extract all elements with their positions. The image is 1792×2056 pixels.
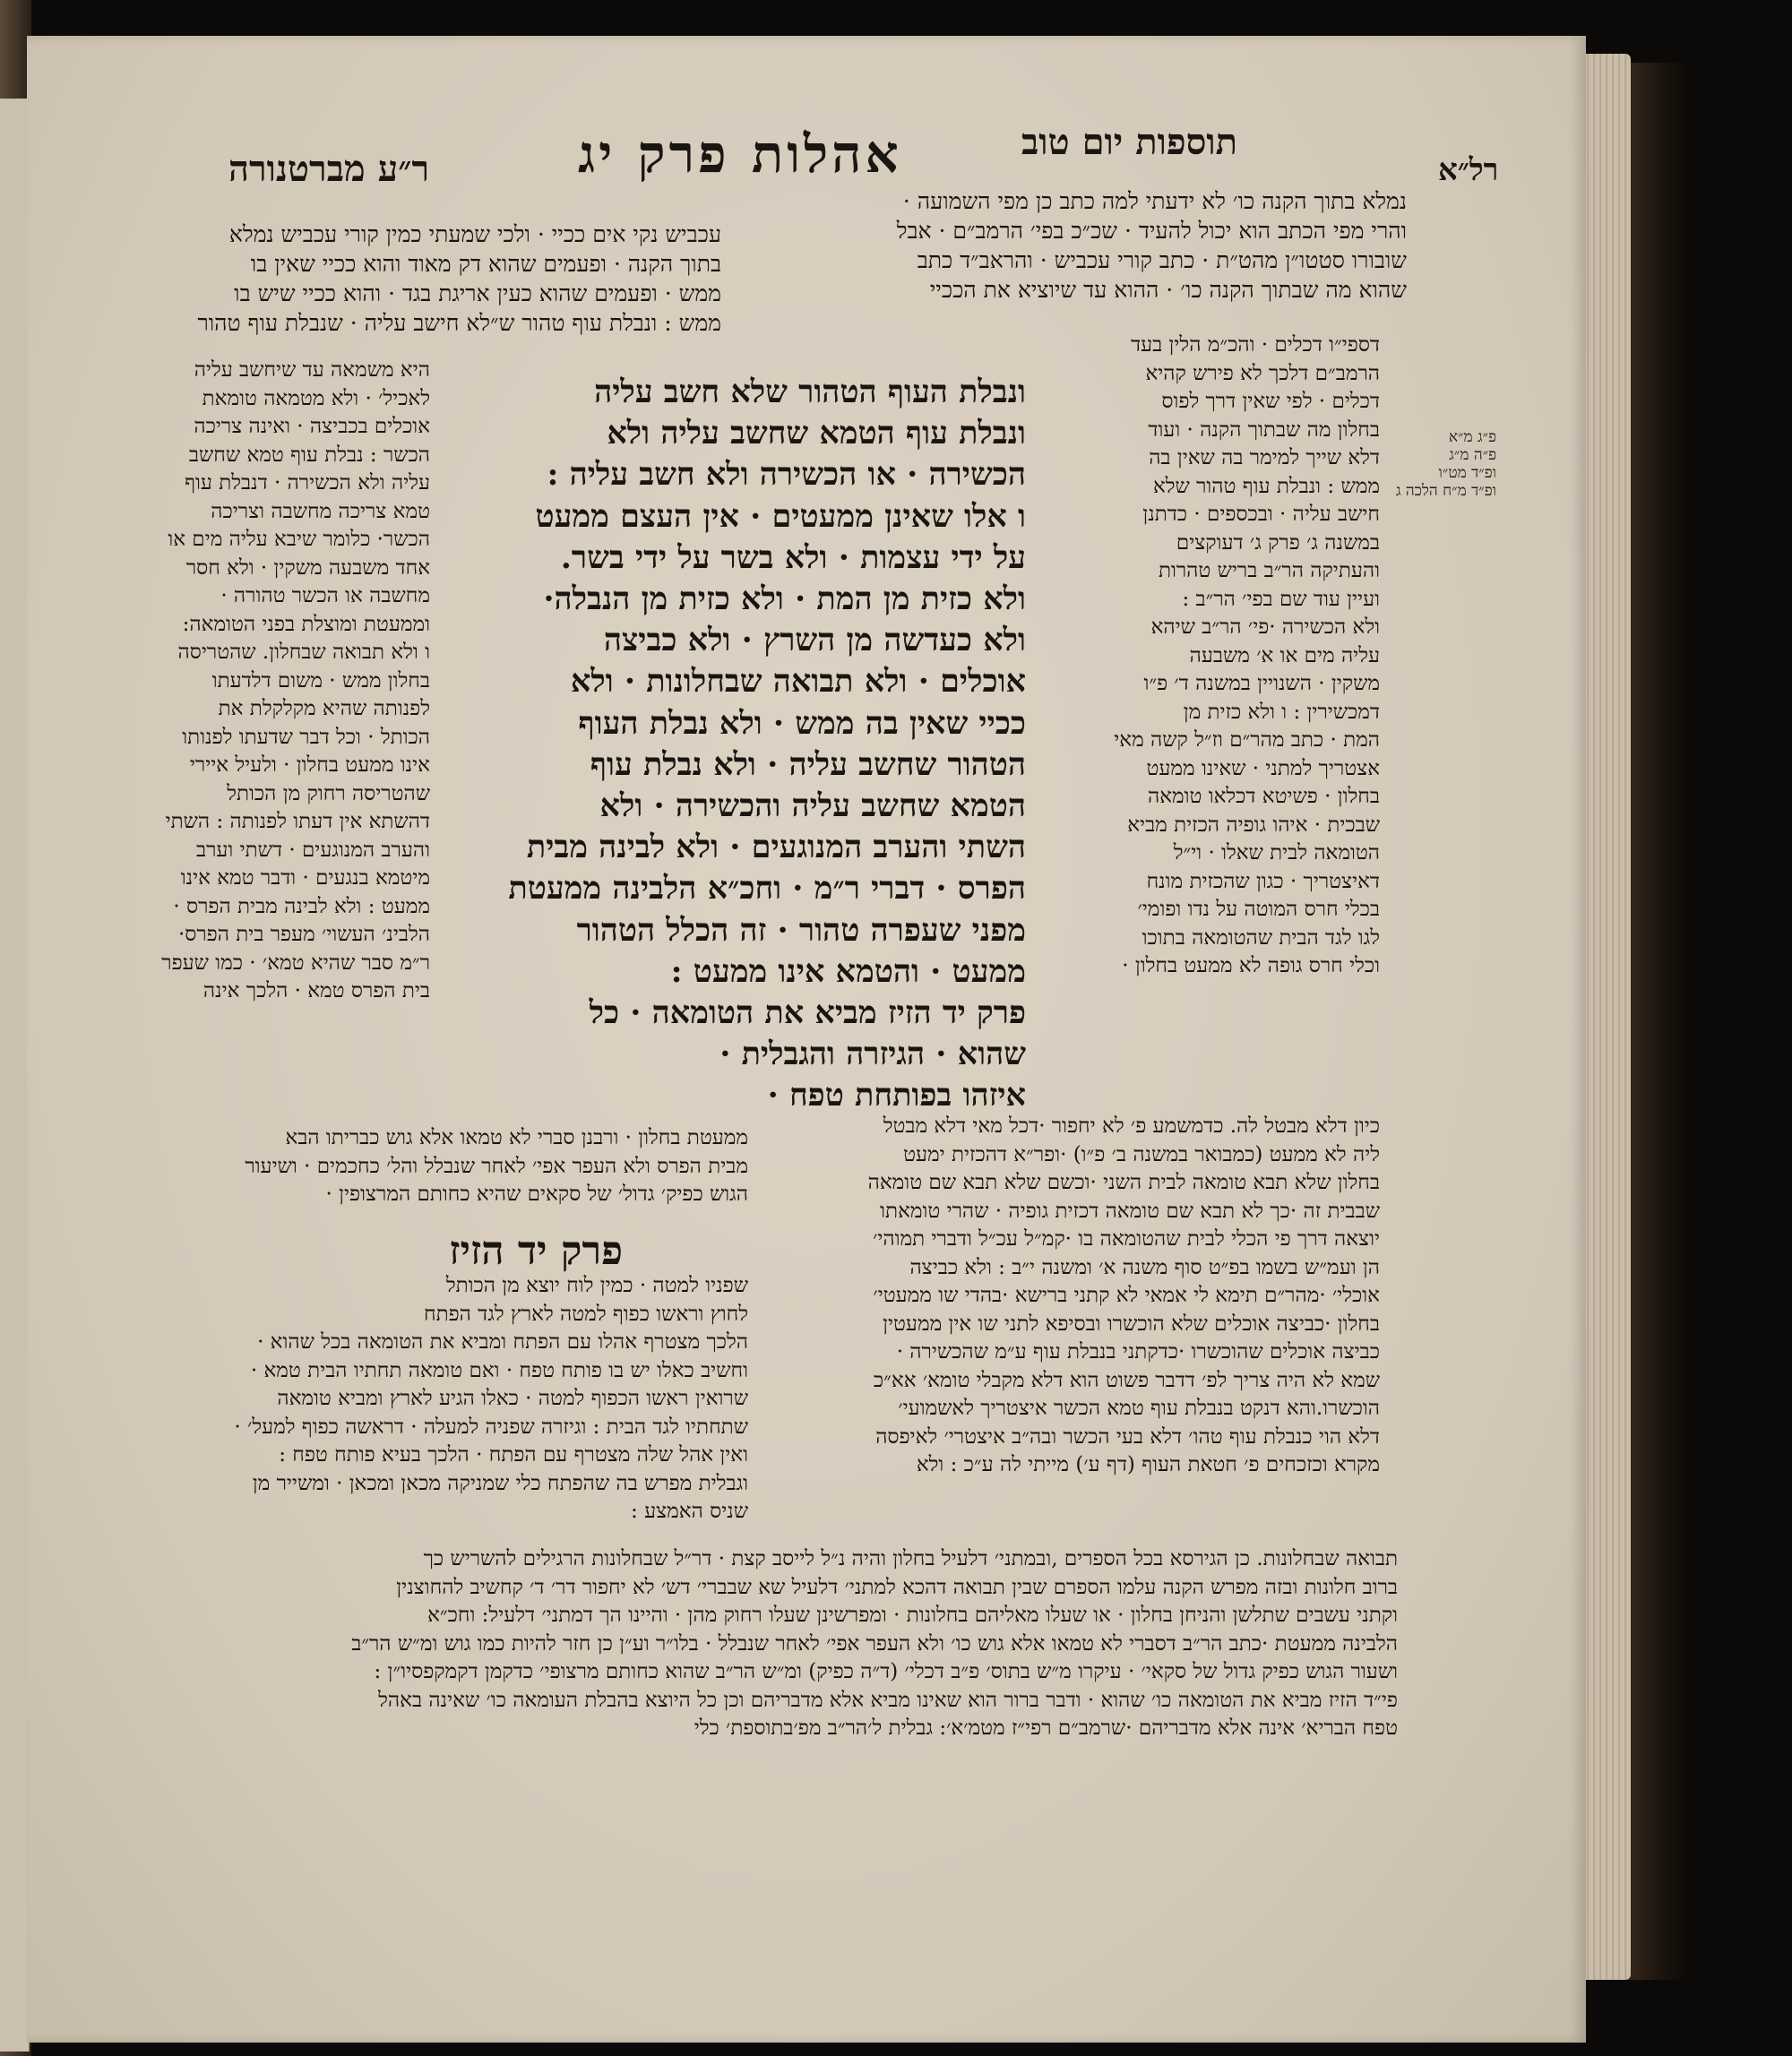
text-line: שתחתיו לגד הבית : וגיזרה שפניה למעלה · דראשה כפוף למעל׳ · xyxy=(234,1415,748,1439)
text-line: וכלי חרס גופה לא ממעט בחלון · xyxy=(1122,954,1380,977)
text-line: הגוש כפיק׳ גדול׳ של סקאים שהיא כחותם המרצופין · xyxy=(325,1183,748,1206)
text-line: פי״ד הזיז מביא את הטומאה כו׳ שהוא · ודבר ברור הוא שאינו מביא אלא מדבריהם וכן כל היוצא בהבלת העומאה כו׳ שאינה באהל xyxy=(378,1688,1398,1712)
text-line: בחלון ·כביצה אוכלים שלא הוכשרו ובסיפא לתני שו אין ממעטין xyxy=(883,1312,1380,1336)
text-line: ושעור הגוש כפיק גדול של סקאי׳ · עיקרו מ״ש בתוס׳ פ״ב דכלי׳ (ד״ה כפיק) ומ״ש הר״ב שהוא כחותם מרצופי׳ כדקמן דקמקפסיו״ן : xyxy=(374,1660,1398,1683)
text-line: בחלון שלא תבא טומאה לבית השני ·וכשם שלא תבא שם טומאה xyxy=(867,1171,1380,1194)
text-line: הכשר· כלומר שיבא עליה מים או xyxy=(168,528,430,551)
text-line: חישב עליה · ובכספים · כדתנן xyxy=(1142,503,1380,526)
tosafot-top-column xyxy=(753,186,1407,305)
text-line: דלא הוי כנבלת עוף טהו׳ דלא בעי הכשר ובה״ב איצטרי׳ לאיפסה xyxy=(875,1424,1380,1449)
margin-note-line: פ״ה מ״ג xyxy=(1449,446,1496,464)
text-line: דלא שייך למימר בה שאין בה xyxy=(1149,446,1380,469)
tosafot-middle-column xyxy=(753,1113,1380,1480)
bartenura-top-column xyxy=(85,219,721,338)
mishnah-line: ולא כעדשה מן השרץ · ולא כביצה xyxy=(603,622,1026,659)
text-line: בחלון ממש · משום דלדעתו xyxy=(211,668,430,693)
text-line: שובורו סטטו״ן מהט״ת · כתב קורי עכביש · והראב״ד כתב xyxy=(917,247,1407,273)
text-line: הלכך מצטרף אהלו עם הפתח ומביא את הטומאה בכל שהוא · xyxy=(257,1330,748,1354)
text-line: יוצאה דרך פי הכלי לבית שהטומאה בו ·קמ״ל עכ״ל ודברי תמוהי׳ xyxy=(873,1227,1380,1251)
text-line: שבבית זה ·כך לא תבא שם טומאה דכזית גופיה · שהרי טומאתו xyxy=(880,1199,1380,1223)
mishnah-line: על ידי עצמות · ולא בשר על ידי בשר. xyxy=(560,538,1026,576)
text-line: ועיין עוד שם בפי׳ הר״ב : xyxy=(1182,587,1380,611)
text-line: הכשר : נבלת עוף טמא שחשב xyxy=(188,443,430,467)
text-line: ברוב חלונות ובזה מפרש הקנה עלמו הספרם שבין תבואה דהכא למתני׳ דלעיל שא שבברי׳ דש׳ לא יחפור דר׳ ד׳ קחשיב להחוצנין xyxy=(396,1575,1398,1599)
text-line: משקין · השנויין במשנה ד׳ פ״ו xyxy=(1143,672,1380,695)
text-line: טמא צריכה מחשבה וצריכה xyxy=(211,499,430,523)
text-line: והערב המנוגעים · דשתי וערב xyxy=(196,838,430,862)
text-line: בחלון · פשיטא דכלאו טומאה xyxy=(1147,785,1380,808)
text-line: ממש : ונבלת עוף טהור שלא xyxy=(1152,474,1380,498)
text-line: וחשיב כאלו יש בו פותח טפח · ואם טומאה תחתיו הבית טמא · xyxy=(250,1358,748,1382)
running-head-bartenura: ר״ע מברטנורה xyxy=(228,148,430,190)
mishnah-line: שהוא · הגיזרה והגבלית · xyxy=(719,1036,1026,1073)
tosafot-bottom-block xyxy=(90,1545,1398,1743)
text-line: שבכית · איהו גופיה הכזית מביא xyxy=(1127,813,1380,837)
mishnah-line: ונבלת העוף הטהור שלא חשב עליה xyxy=(594,374,1026,410)
facing-page-edge xyxy=(0,99,30,2052)
margin-note-line: ופ״ד מ״ח הלכה ג xyxy=(1395,482,1496,500)
running-head-tosafot: תוספות יום טוב xyxy=(1021,121,1237,163)
text-line: נמלא בתוך הקנה כו׳ לא ידעתי למה כתב כן מפי השמועה · xyxy=(902,188,1407,214)
mishnah-line: ולא כזית מן המת · ולא כזית מן הנבלה· xyxy=(543,581,1026,618)
text-line: מקרא וכזכחים פ׳ חטאת העוף (דף ע׳) מייתי לה ע״כ : ולא xyxy=(916,1453,1380,1476)
mishnah-line: ככיי שאין בה ממש · ולא נבלת העוף xyxy=(578,704,1026,742)
margin-note-line: פ״ג מ״א xyxy=(1448,428,1496,446)
mishnah-line: השתי והערב המנוגעים · ולא לבינה מבית xyxy=(526,829,1026,866)
text-line: במשנה ג׳ פרק ג׳ דעוקצים xyxy=(1176,530,1380,555)
text-line: הלבינה ממעטת ·כתב הר״ב דסברי לא טמאו אלא גוש כו׳ ולא העפר אפי׳ לאחר שנבלל · בלו״ר וע״ן כן חזר להיות כמו גוש ומ״ש הר״ב xyxy=(351,1631,1398,1656)
tosafot-right-column xyxy=(1048,331,1380,981)
text-line: ואין אהל שלה מצטרף עם הפתח · הלכך בעיא פותח טפח : xyxy=(279,1443,748,1467)
book-cover-edge xyxy=(1624,63,1686,1980)
text-line: שהטריסה רחוק מן הכותל xyxy=(227,781,430,805)
text-line: אינו ממעט בחלון · ולעיל איירי xyxy=(189,753,430,777)
running-head-tractate: אהלות פרק יג xyxy=(578,124,902,185)
text-line: לאכיל׳ · ולא מטמאה טומאת xyxy=(202,386,430,410)
mishnah-line: פרק יד הזיז מביא את הטומאה · כל xyxy=(589,994,1026,1032)
mishnah-line: איזהו בפותחת טפח · xyxy=(767,1077,1026,1114)
text-line: דספי״ו דכלים · והכ״מ הלין בעד xyxy=(1131,333,1380,357)
text-line: שניס האמצע : xyxy=(631,1500,748,1523)
text-line: תבואה שבחלונות. כן הגירסא בכל הספרים ,ובמתני׳ דלעיל בחלון והיה נ״ל לייסב קצת · דר״ל שבחלונות הרגילים להשריש כך xyxy=(423,1547,1398,1570)
text-line: כיון דלא מבטל לה. כדמשמע פ׳ לא יחפור ·דכל מאי דלא מבטל xyxy=(883,1114,1380,1138)
text-line: בחלון מה שבתוך הקנה · ועוד xyxy=(1148,417,1380,442)
text-line: שפניו למטה · כמין לוח יוצא מן הכותל xyxy=(445,1274,748,1297)
text-line: טפח הבריא׳ אינה אלא מדבריהם ·שרמב״ם רפי״ז מטמ׳א׳: גבלית ל׳הר״ב מפ׳בתוספת׳ כלי xyxy=(694,1716,1398,1740)
mishnah-line: הטהור שחשב עליה · ולא נבלת עוף xyxy=(590,745,1026,783)
text-line: המת · כתב מהר״ם וז״ל קשה מאי xyxy=(1114,728,1380,752)
text-line: לגו לגד הבית שהטומאה בתוכו xyxy=(1142,925,1380,950)
text-line: מיטמא בנגעים · ודבר טמא אינו xyxy=(180,866,430,890)
mishnah-text xyxy=(439,372,1026,1117)
text-line: דמכשירין : ו ולא כזית מן xyxy=(1183,700,1380,724)
text-line: בית הפרס טמא · הלכך אינה xyxy=(202,979,430,1002)
margin-note-line: ופ״ד מט״ו xyxy=(1438,464,1496,482)
text-line: מבית הפרס ולא העפר אפי׳ לאחר שנבלל והל׳ כחכמים · ושיעור xyxy=(245,1154,748,1178)
text-line: הטומאה לבית שאלו · וי״ל xyxy=(1173,841,1380,865)
text-line: הוכשרו.והא דנקט בנבלת עוף טמא הכשר איצטריך לאשמועי׳ xyxy=(898,1397,1380,1420)
text-line: היא משמאה עד שיחשב עליה xyxy=(194,358,430,382)
text-line: אוכלי׳ ·מהר״ם תימא לי אמאי לא קתני ברישא ·בהדי שו ממעטי׳ xyxy=(873,1284,1380,1307)
bartenura-chapter14-column xyxy=(85,1272,748,1527)
text-line: ממש : ונבלת עוף טהור ש״לא חישב עליה · שנבלת עוף טהור xyxy=(197,310,721,336)
text-line: עליה מים או א׳ משבעה xyxy=(1189,643,1380,667)
bartenura-left-column xyxy=(85,357,430,1006)
text-line: והרי מפי הכתב הוא יכול להעיד · שכ״כ בפי׳ הרמב״ם · אבל xyxy=(896,218,1407,244)
text-line: דאיצטריך · כגון שהכזית מונח xyxy=(1146,869,1380,893)
text-line: שהוא מה שבתוך הקנה כו׳ · ההוא עד שיוציא את הככיי xyxy=(929,277,1407,303)
text-line: הרמב״ם דלכך לא פירש קהיא xyxy=(1145,361,1380,385)
text-line: בכלי חרס המוטה על נדו ופומי׳ xyxy=(1137,898,1380,921)
text-line: ר״מ סבר שהיא טמא׳ · כמו שעפר xyxy=(161,951,430,975)
text-line: עליה ולא הכשירה · דנבלת עוף xyxy=(185,471,430,495)
text-line: ו ולא תבואה שבחלון. שהטריסה xyxy=(177,641,430,664)
text-line: אצטריך למתני · שאינו ממעט xyxy=(1146,756,1380,780)
text-line: ממש · ופעמים שהוא כעין אריגת בגד · והוא ככיי שיש בו xyxy=(234,280,721,306)
text-line: הלבינ׳ העשוי׳ מעפר בית הפרס· xyxy=(177,923,430,946)
text-line: שרואין ראשו הכפוף למטה · כאלו הגיע לארץ ומביא טומאה xyxy=(277,1387,748,1410)
text-line: ממעטת בחלון · ורבנן סברי לא טמאו אלא גוש כבריתו הבא xyxy=(285,1126,748,1149)
mishnah-line: הפרס · דברי ר״מ · וחכ״א הלבינה ממעטת xyxy=(508,870,1026,908)
mishnah-line: אוכלים · ולא תבואה שבחלונות · ולא xyxy=(570,663,1026,701)
folio-number: רל״א xyxy=(1438,152,1499,188)
chapter-heading-commentary: פרק יד הזיז xyxy=(449,1229,623,1274)
text-line: ולא הכשירה ·פי׳ הר״ב שיהא xyxy=(1150,615,1380,639)
mishnah-line: ונבלת עוף הטמא שחשב עליה ולא xyxy=(607,415,1026,452)
text-line: הן ועמ״ש בשמו בפ״ט סוף משנה א׳ ומשנה י״ב : ולא כביצה xyxy=(909,1255,1380,1279)
text-line: ממעט : ולא לבינה מבית הפרס · xyxy=(173,894,430,918)
text-line: אחד משבעה משקין · ולא חסר xyxy=(185,555,430,580)
mishnah-line: ו אלו שאינן ממעטים · אין העצם ממעט xyxy=(535,497,1026,535)
bartenura-lower-column xyxy=(85,1124,748,1209)
text-line: כביצה אוכלים שהוכשרו ·כדקתני בנבלת עוף ע״מ שהכשירה · xyxy=(896,1340,1380,1363)
text-line: וגבלית מפרש בה שהפתח כלי שמניקה מכאן ומכאן · ומשייר מן xyxy=(252,1471,748,1495)
text-line: בתוך הקנה · ופעמים שהוא דק מאוד והוא ככיי שאין בו xyxy=(250,251,721,277)
text-line: וממעטת ומוצלת בפני הטומאה: xyxy=(182,612,430,636)
text-line: עכביש נקי אים ככיי · ולכי שמעתי כמין קורי עכביש נמלא xyxy=(228,221,721,247)
text-line: אוכלים בכביצה · ואינה צריכה xyxy=(194,415,430,438)
margin-note xyxy=(1393,428,1496,500)
text-line: דכלים · לפי שאין דרך לפוס xyxy=(1161,390,1380,413)
text-line: שמא לא היה צריך לפ׳ דדבר פשוט הוא דלא מקבלי טומא׳ אא״כ xyxy=(873,1368,1380,1392)
text-line: וקתני עשבים שתלשן והניחן בחלון · או שעלו מאליהם בחלונות · ומפרשינן שעלו רחוק מהן · והיינו הך דמתני׳ דלעיל: וחכ״א xyxy=(427,1604,1398,1627)
text-line: דהשתא אין דעתו לפנותה : השתי xyxy=(165,810,430,833)
mishnah-line: ממעט · והטמא אינו ממעט : xyxy=(670,952,1026,990)
text-line: הכותל · וכל דבר שדעתו לפנותו xyxy=(182,725,430,749)
mishnah-line: מפני שעפרה טהור · זה הכלל הטהור xyxy=(576,911,1026,949)
text-line: והעתיקה הר״ב בריש טהרות xyxy=(1158,559,1380,582)
text-line: לחוץ וראשו כפוף למטה לארץ לגד הפתח xyxy=(423,1302,748,1326)
text-line: ליה לא ממעט (כמבואר במשנה ב׳ פ״ו) ·ופר״א דהכזית ימעט xyxy=(903,1142,1380,1166)
mishnah-line: הטמא שחשב עליה והכשירה · ולא xyxy=(599,787,1026,825)
text-line: מחשבה או הכשר טהורה · xyxy=(220,584,430,607)
mishnah-line: הכשירה · או הכשירה ולא חשב עליה : xyxy=(547,456,1026,494)
text-line: לפנותה שהיא מקלקלת את xyxy=(218,697,430,720)
